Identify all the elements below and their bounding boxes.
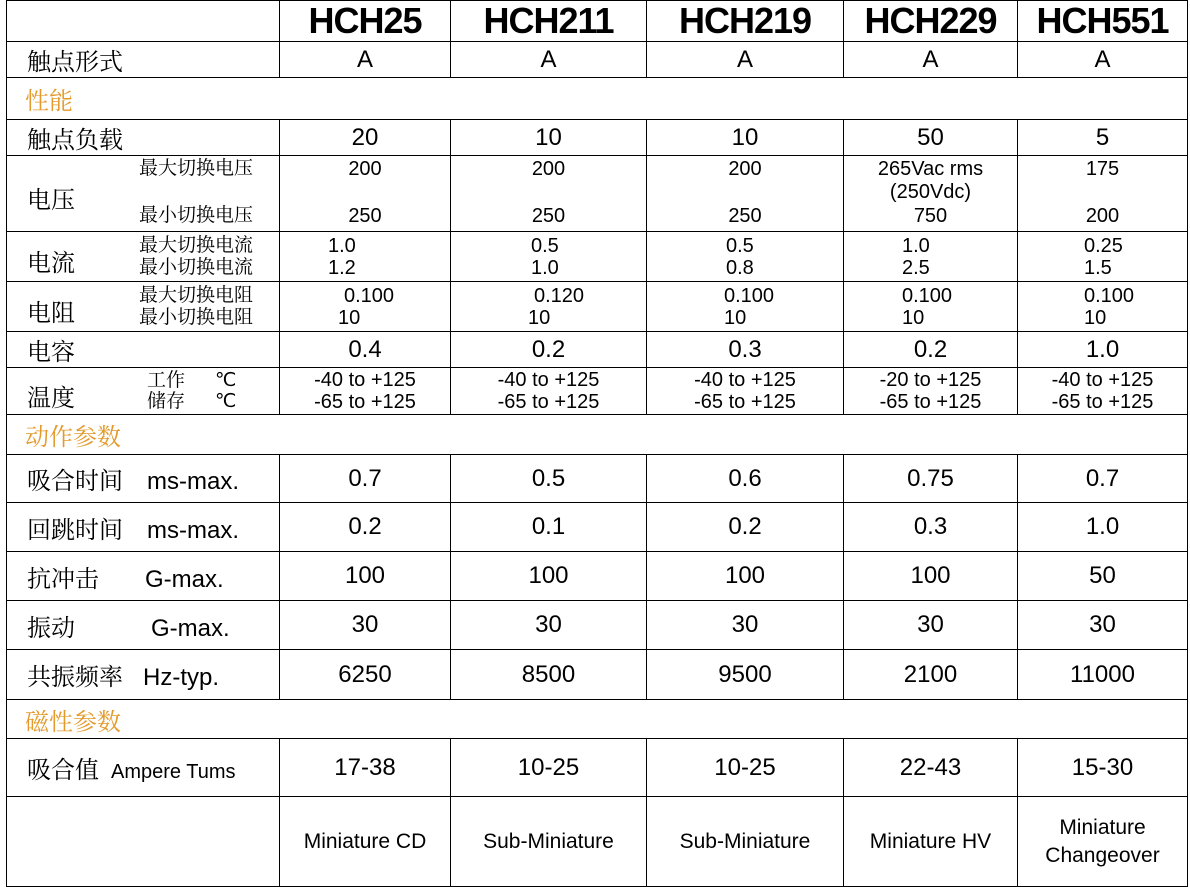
value-cell: 8500 [451, 650, 647, 700]
row-label: 回跳时间 [27, 515, 123, 544]
value-cell [647, 232, 844, 282]
value-cell: A [647, 42, 844, 78]
value-cell [1018, 368, 1188, 415]
value-cell: A [280, 42, 451, 78]
type-name: Sub-Miniature [647, 797, 844, 887]
value-cell: 17-38 [280, 739, 451, 797]
sub-label: 最小切换电流 [139, 256, 254, 278]
value-cell: A [844, 42, 1018, 78]
min-value: 250 [728, 205, 762, 227]
section-row [7, 415, 1188, 455]
sub-label: 最大切换电压 [139, 157, 254, 179]
row-label: 振动 [27, 613, 75, 642]
row-label: 共振频率 [27, 663, 123, 691]
store-value: -65 to +125 [314, 391, 416, 413]
min-value: 250 [531, 205, 566, 227]
value-cell: 0.2 [647, 503, 844, 552]
value-cell: 50 [844, 120, 1018, 156]
work-value: -20 to +125 [879, 369, 982, 391]
model-name: HCH219 [647, 1, 844, 42]
current-row [7, 232, 1188, 282]
value-cell [451, 282, 647, 332]
sub-label: 储存 [147, 390, 186, 412]
value-cell: 30 [451, 601, 647, 650]
min-value: 10 [1084, 307, 1107, 329]
value-cell [280, 156, 451, 232]
value-cell: 0.2 [280, 503, 451, 552]
temperature-row [7, 368, 1188, 415]
max-value: 200 [728, 158, 762, 180]
row-label: 电压 [27, 186, 75, 214]
unit-label: G-max. [151, 614, 230, 642]
min-value: 10 [528, 307, 551, 329]
value-cell: 0.4 [280, 332, 451, 368]
value-cell [451, 156, 647, 232]
value-cell [844, 368, 1018, 415]
shock-row [7, 552, 1188, 601]
max-value: 0.100 [1084, 285, 1135, 307]
value-cell [647, 368, 844, 415]
store-value: -65 to +125 [497, 391, 600, 413]
section-title: 磁性参数 [7, 700, 1188, 739]
type-name: Sub-Miniature [451, 797, 647, 887]
max-value: 0.100 [344, 285, 395, 307]
type-name: Miniature CD [280, 797, 451, 887]
row-label-cell [7, 232, 280, 282]
row-label: 吸合时间 [27, 467, 123, 495]
type-name: Miniature Changeover [1018, 797, 1188, 887]
value-cell: 50 [1018, 552, 1188, 601]
value-cell [844, 232, 1018, 282]
value-cell: 1.0 [1018, 332, 1188, 368]
work-value: -40 to +125 [314, 369, 416, 391]
max-value-note: (250Vdc) [889, 181, 972, 203]
value-cell: 1.0 [1018, 503, 1188, 552]
row-label: 电流 [27, 249, 75, 277]
empty-label-cell [7, 797, 280, 887]
value-cell: 0.2 [844, 332, 1018, 368]
max-value: 0.120 [534, 285, 585, 307]
min-value: 10 [724, 307, 747, 329]
value-cell: 0.5 [451, 455, 647, 503]
min-value: 1.2 [328, 257, 356, 279]
value-cell: 0.6 [647, 455, 844, 503]
row-label-cell [7, 368, 280, 415]
value-cell: 5 [1018, 120, 1188, 156]
value-cell: 0.3 [647, 332, 844, 368]
value-cell: 20 [280, 120, 451, 156]
value-cell: 100 [647, 552, 844, 601]
unit-label: Ampere Tums [111, 761, 236, 783]
sub-label: 最大切换电流 [139, 234, 254, 256]
value-cell: 10 [451, 120, 647, 156]
value-cell: 11000 [1018, 650, 1188, 700]
store-value: -65 to +125 [879, 391, 982, 413]
value-cell: 30 [280, 601, 451, 650]
section-title: 性能 [7, 78, 1188, 120]
type-name-row [7, 797, 1188, 887]
model-name: HCH211 [451, 1, 647, 42]
value-cell: 30 [844, 601, 1018, 650]
min-value: 1.0 [531, 257, 559, 279]
value-cell: 30 [647, 601, 844, 650]
value-cell: 0.3 [844, 503, 1018, 552]
value-cell [647, 282, 844, 332]
store-value: -65 to +125 [694, 391, 796, 413]
row-label-cell [7, 739, 280, 797]
row-label-cell [7, 650, 280, 700]
min-value: 10 [338, 307, 361, 329]
value-cell: A [1018, 42, 1188, 78]
min-value: 1.5 [1084, 257, 1112, 279]
value-cell [280, 282, 451, 332]
corner-cell [7, 1, 280, 42]
row-label: 吸合值 [27, 756, 99, 784]
value-cell: 0.7 [1018, 455, 1188, 503]
value-cell [844, 156, 1018, 232]
value-cell [451, 232, 647, 282]
row-label-cell [7, 503, 280, 552]
max-value: 265Vac rms [877, 158, 984, 180]
bounce-time-row [7, 503, 1188, 552]
value-cell: 100 [280, 552, 451, 601]
max-value: 1.0 [328, 235, 356, 257]
pull-in-time-row [7, 455, 1188, 503]
max-value: 0.5 [726, 235, 754, 257]
min-value: 0.8 [726, 257, 754, 279]
value-cell: 100 [451, 552, 647, 601]
work-value: -40 to +125 [497, 369, 600, 391]
value-cell: 10-25 [647, 739, 844, 797]
value-cell [280, 232, 451, 282]
max-value: 200 [531, 158, 566, 180]
max-value: 0.5 [531, 235, 559, 257]
model-name: HCH25 [280, 1, 451, 42]
unit-label: ms-max. [147, 516, 239, 544]
resistance-row [7, 282, 1188, 332]
row-label-cell [7, 601, 280, 650]
vibration-row [7, 601, 1188, 650]
value-cell [280, 368, 451, 415]
sub-label: 工作 [147, 369, 186, 391]
sub-label: 最大切换电阻 [139, 284, 254, 306]
row-label: 触点负载 [7, 120, 280, 156]
section-title: 动作参数 [7, 415, 1188, 455]
value-cell: 30 [1018, 601, 1188, 650]
spec-table [6, 0, 1188, 887]
value-cell [1018, 156, 1188, 232]
value-cell [844, 282, 1018, 332]
unit-label: ms-max. [147, 468, 239, 495]
value-cell: 2100 [844, 650, 1018, 700]
min-value: 250 [348, 205, 382, 227]
max-value: 175 [1085, 158, 1120, 180]
work-value: -40 to +125 [694, 369, 796, 391]
min-value: 2.5 [902, 257, 930, 279]
row-label-cell [7, 156, 280, 232]
unit-label: Hz-typ. [143, 664, 220, 691]
value-cell [1018, 282, 1188, 332]
unit-label: G-max. [145, 565, 224, 593]
model-name: HCH229 [844, 1, 1018, 42]
sub-label: 最小切换电阻 [139, 306, 254, 328]
contact-load-row [7, 120, 1188, 156]
value-cell: 9500 [647, 650, 844, 700]
value-cell: 0.1 [451, 503, 647, 552]
contact-form-row [7, 42, 1188, 78]
row-label-cell [7, 552, 280, 601]
work-value: -40 to +125 [1051, 369, 1154, 391]
row-label-cell [7, 282, 280, 332]
value-cell: 6250 [280, 650, 451, 700]
row-label: 温度 [27, 384, 75, 412]
row-label-cell [7, 455, 280, 503]
value-cell: 15-30 [1018, 739, 1188, 797]
value-cell: 0.2 [451, 332, 647, 368]
row-label: 电容 [7, 332, 280, 368]
max-value: 1.0 [902, 235, 930, 257]
row-label: 触点形式 [7, 42, 280, 78]
value-cell [1018, 232, 1188, 282]
unit-label: ℃ [215, 390, 237, 412]
type-name: Miniature HV [844, 797, 1018, 887]
value-cell [647, 156, 844, 232]
value-cell: 0.75 [844, 455, 1018, 503]
row-label: 抗冲击 [27, 564, 99, 593]
value-cell: 0.7 [280, 455, 451, 503]
max-value: 0.100 [724, 285, 775, 307]
sub-label: 最小切换电压 [139, 204, 254, 226]
capacitance-row [7, 332, 1188, 368]
model-name: HCH551 [1018, 1, 1188, 42]
min-value: 200 [1085, 205, 1120, 227]
unit-label: ℃ [215, 369, 237, 391]
value-cell [451, 368, 647, 415]
max-value: 0.100 [902, 285, 953, 307]
resonance-row [7, 650, 1188, 700]
value-cell: A [451, 42, 647, 78]
pull-in-value-row [7, 739, 1188, 797]
value-cell: 22-43 [844, 739, 1018, 797]
voltage-row [7, 156, 1188, 232]
row-label: 电阻 [27, 299, 75, 327]
section-row [7, 700, 1188, 739]
min-value: 10 [902, 307, 925, 329]
value-cell: 100 [844, 552, 1018, 601]
section-row [7, 78, 1188, 120]
value-cell: 10 [647, 120, 844, 156]
value-cell: 10-25 [451, 739, 647, 797]
model-header-row [7, 1, 1188, 42]
store-value: -65 to +125 [1051, 391, 1154, 413]
min-value: 750 [913, 205, 948, 227]
max-value: 0.25 [1084, 235, 1123, 257]
max-value: 200 [348, 158, 382, 180]
